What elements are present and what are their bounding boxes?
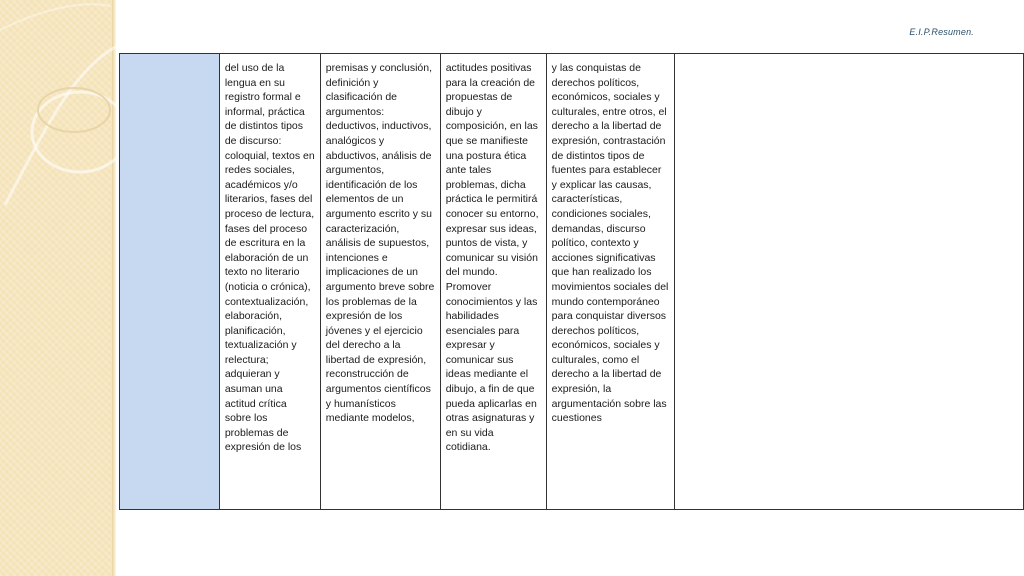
content-table <box>119 53 1024 510</box>
cell-text: y las conquistas de derechos políticos, económicos, sociales y culturales, entre otros, el derecho a la libertad de expresión, contrastación de distintos tipos de fuentes para establecer y explicar las causas, características, condiciones sociales, demandas, discurso político, contexto y acciones significativas que han realizado los movimientos sociales del mundo contemporáneo para conquistar diversos derechos políticos, económicos, sociales y culturales, como el derecho a la libertad de expresión, la argumentación sobre las cuestiones <box>551 62 669 425</box>
table-row <box>120 54 1024 510</box>
table-cell-3 <box>440 54 546 510</box>
table-cell-1 <box>219 54 320 510</box>
table-cell-blue <box>120 54 220 510</box>
cell-text: premisas y conclusión, definición y clasificación de argumentos: deductivos, inductivos, analógicos y abductivos, análisis de argumentos, identificación de los elementos de un argumento escrito y su caracterización, análisis de supuestos, intenciones e implicaciones de un argumento breve sobre los problemas de la expresión de los jóvenes y el ejercicio del derecho a la libertad de expresión, reconstrucción de argumentos científicos y humanísticos mediante modelos, <box>325 62 435 425</box>
table-cell-4 <box>546 54 674 510</box>
cell-text: actitudes positivas para la creación de propuestas de dibujo y composición, en las que se manifieste una postura ética ante tales problemas, dicha práctica le permitirá conocer su entorno, expresar sus ideas, puntos de vista, y comunicar su visión del mundo. Promover conocimientos y las habilidades esenciales para expresar y comunicar sus ideas mediante el dibujo, a fin de que pueda aplicarlas en otras asignaturas y en su vida cotidiana. <box>445 62 539 454</box>
cell-text: del uso de la lengua en su registro formal e informal, práctica de distintos tipos de discurso: coloquial, textos en redes sociales, académicos y/o literarios, fases del proceso de lectura, fases del proceso de escritura en la elaboración de un texto no literario (noticia o crónica), contextualización, elaboración, planificación, textualización y relectura; adquieran y asuman una actitud crítica sobre los problemas de expresión de los <box>224 62 315 454</box>
table-cell-empty <box>674 54 1023 510</box>
header-label: E.I.P.Resumen. <box>909 27 974 37</box>
table-cell-2 <box>320 54 440 510</box>
